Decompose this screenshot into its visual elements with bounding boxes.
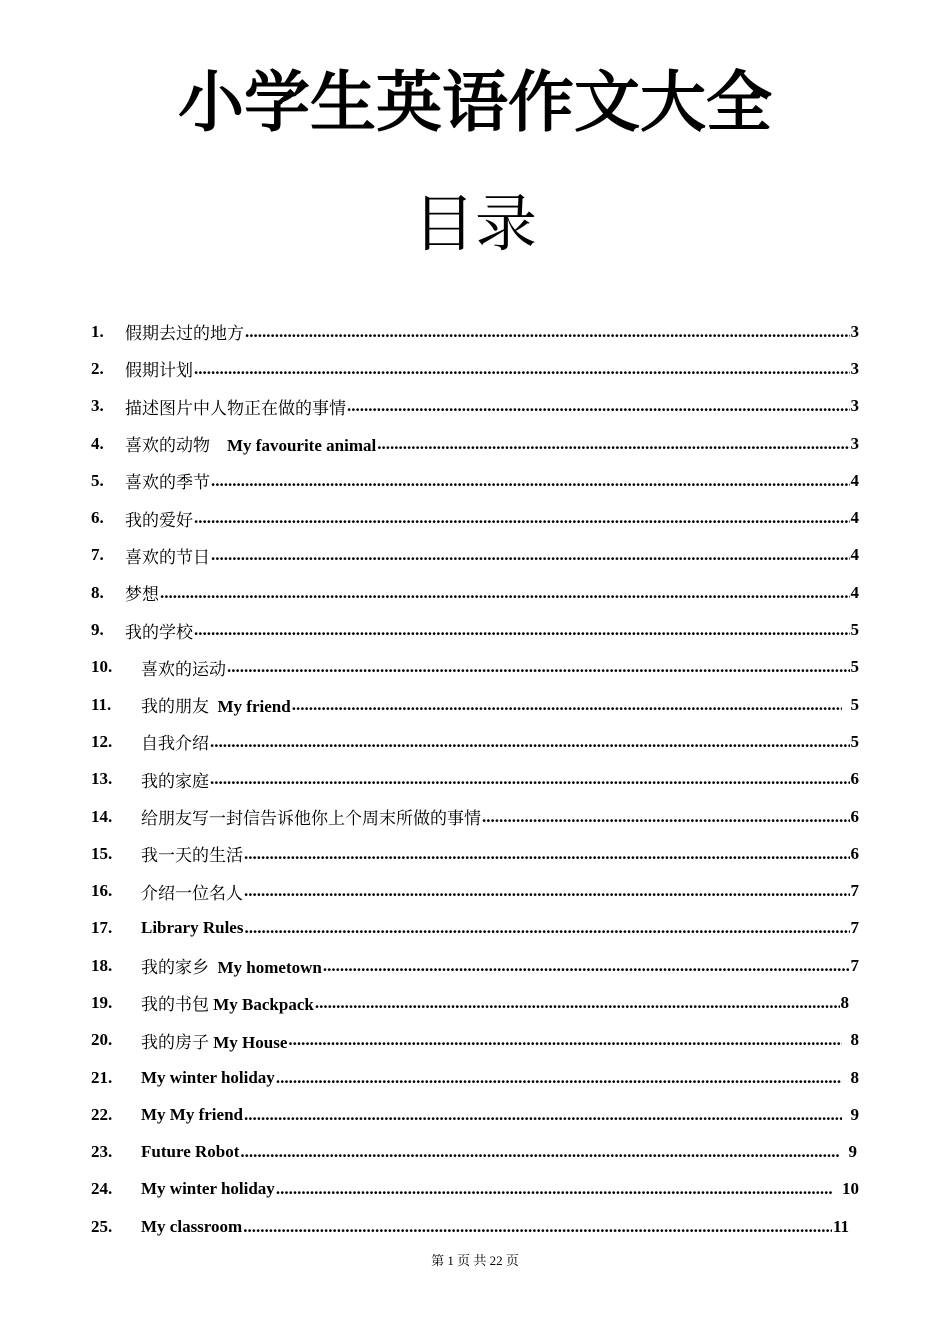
toc-entry[interactable] bbox=[91, 872, 859, 909]
toc-entry-title-zh: 我的爱好 bbox=[125, 510, 193, 530]
toc-entry[interactable] bbox=[91, 910, 859, 947]
toc-dot-leader bbox=[288, 1030, 841, 1050]
toc-entry-title bbox=[125, 431, 376, 456]
toc-dot-leader bbox=[244, 844, 850, 864]
toc-entry[interactable] bbox=[91, 686, 859, 723]
toc-entry-title-zh: 我的家乡 bbox=[141, 958, 209, 978]
toc-entry-title bbox=[141, 1028, 287, 1053]
toc-dot-leader bbox=[160, 583, 850, 603]
toc-entry-number: 14. bbox=[91, 806, 113, 826]
toc-entry-page-number: 8 bbox=[840, 992, 849, 1012]
toc-entry[interactable] bbox=[91, 537, 859, 574]
toc-entry-title-zh: 介绍一位名人 bbox=[141, 883, 243, 903]
document-title: 小学生英语作文大全 bbox=[178, 64, 772, 141]
toc-entry-page-number: 4 bbox=[850, 545, 859, 565]
toc-entry-title bbox=[141, 767, 209, 792]
toc-entry[interactable] bbox=[91, 1171, 859, 1208]
toc-entry-number: 12. bbox=[91, 731, 113, 751]
toc-entry-number: 22. bbox=[91, 1104, 113, 1124]
toc-entry-title bbox=[125, 580, 159, 605]
toc-entry-title bbox=[125, 319, 244, 344]
toc-entry[interactable] bbox=[91, 574, 859, 611]
toc-entry-number: 20. bbox=[91, 1030, 113, 1050]
toc-entry-title bbox=[141, 655, 226, 680]
toc-entry-title bbox=[141, 953, 322, 978]
toc-entry-page-number: 6 bbox=[850, 806, 859, 826]
toc-entry-page-number: 5 bbox=[850, 731, 859, 751]
toc-entry-number: 11. bbox=[91, 694, 112, 714]
toc-entry-title-zh: 给朋友写一封信告诉他你上个周末所做的事情 bbox=[141, 809, 481, 828]
toc-entry-page-number: 9 bbox=[848, 1142, 857, 1162]
toc-entry-number: 18. bbox=[91, 955, 113, 975]
toc-entry-number: 5. bbox=[91, 470, 104, 490]
toc-entry-page-number: 6 bbox=[850, 843, 859, 863]
toc-entry-title-zh: 假期去过的地方 bbox=[125, 324, 244, 344]
toc-entry-page-number: 7 bbox=[850, 881, 859, 901]
toc-entry-title bbox=[125, 356, 193, 381]
toc-entry-title bbox=[141, 1068, 275, 1088]
toc-dot-leader bbox=[292, 695, 842, 715]
toc-entry[interactable] bbox=[91, 1059, 859, 1096]
toc-entry[interactable] bbox=[91, 425, 859, 462]
toc-entry-title-zh: 我一天的生活 bbox=[141, 846, 243, 866]
toc-entry-number: 19. bbox=[91, 992, 113, 1012]
toc-entry[interactable] bbox=[91, 350, 859, 387]
toc-entry-page-number: 5 bbox=[850, 694, 859, 714]
toc-entry-title-zh: 梦想 bbox=[125, 585, 159, 605]
toc-entry-number: 15. bbox=[91, 843, 113, 863]
toc-entry-title bbox=[141, 1217, 242, 1237]
toc-entry-title-en: My Backpack bbox=[213, 995, 314, 1015]
toc-dot-leader bbox=[276, 1179, 833, 1199]
toc-entry-title-zh: 喜欢的运动 bbox=[141, 659, 226, 679]
toc-entry-title bbox=[141, 841, 243, 866]
toc-entry[interactable] bbox=[91, 947, 859, 984]
toc-dot-leader bbox=[244, 918, 849, 938]
toc-entry-page-number: 3 bbox=[850, 321, 859, 341]
toc-entry-page-number: 4 bbox=[850, 508, 859, 528]
toc-dot-leader bbox=[323, 956, 850, 976]
toc-entry-title-en: Future Robot bbox=[141, 1142, 240, 1162]
toc-entry-title-zh: 喜欢的节日 bbox=[125, 547, 210, 567]
toc-entry-page-number: 4 bbox=[850, 470, 859, 490]
toc-entry-title bbox=[141, 990, 314, 1015]
toc-entry-number: 23. bbox=[91, 1142, 113, 1162]
toc-entry-number: 17. bbox=[91, 918, 113, 938]
toc-entry-title-en: My winter holiday bbox=[141, 1067, 275, 1087]
toc-entry-number: 13. bbox=[91, 769, 113, 789]
toc-entry-number: 16. bbox=[91, 881, 113, 901]
table-of-contents bbox=[91, 313, 859, 1245]
toc-entry-title-zh: 假期计划 bbox=[125, 361, 193, 381]
toc-dot-leader bbox=[244, 881, 850, 901]
toc-entry-title-en: My House bbox=[213, 1032, 288, 1052]
toc-entry-page-number: 3 bbox=[850, 433, 859, 453]
toc-entry-number: 1. bbox=[91, 321, 104, 341]
toc-entry[interactable] bbox=[91, 611, 859, 648]
page-footer: 第 1 页 共 22 页 bbox=[431, 1253, 519, 1268]
toc-entry-title-en: My My friend bbox=[141, 1104, 243, 1124]
toc-entry-title bbox=[141, 1179, 275, 1199]
toc-entry-page-number: 11 bbox=[832, 1216, 849, 1236]
toc-entry-page-number: 8 bbox=[850, 1067, 859, 1087]
toc-entry-page-number: 3 bbox=[850, 358, 859, 378]
toc-entry-number: 24. bbox=[91, 1179, 113, 1199]
toc-entry-title bbox=[141, 804, 481, 829]
toc-entry-title-en: My friend bbox=[217, 697, 291, 717]
toc-entry-page-number: 5 bbox=[850, 620, 859, 640]
toc-entry[interactable] bbox=[91, 798, 859, 835]
toc-entry-title-zh: 我的家庭 bbox=[141, 771, 209, 791]
toc-entry[interactable] bbox=[91, 723, 859, 760]
toc-entry-number: 25. bbox=[91, 1216, 113, 1236]
toc-dot-leader bbox=[210, 769, 850, 789]
toc-entry[interactable] bbox=[91, 1208, 859, 1245]
toc-entry[interactable] bbox=[91, 1096, 859, 1133]
toc-entry-title-zh: 我的房子 bbox=[141, 1032, 209, 1052]
toc-entry-title bbox=[125, 543, 210, 568]
toc-dot-leader bbox=[210, 732, 850, 752]
toc-entry[interactable] bbox=[91, 462, 859, 499]
toc-entry-title bbox=[141, 729, 209, 754]
toc-entry-title bbox=[125, 394, 346, 419]
toc-entry-number: 10. bbox=[91, 657, 113, 677]
toc-entry[interactable] bbox=[91, 761, 859, 798]
toc-dot-leader bbox=[276, 1068, 842, 1088]
toc-entry-page-number: 5 bbox=[850, 657, 859, 677]
toc-entry-page-number: 3 bbox=[850, 396, 859, 416]
toc-entry-title-en: Library Rules bbox=[141, 918, 244, 938]
toc-entry-page-number: 7 bbox=[850, 918, 859, 938]
toc-entry[interactable] bbox=[91, 1022, 859, 1059]
toc-entry-title bbox=[141, 692, 291, 717]
toc-entry-number: 8. bbox=[91, 582, 104, 602]
toc-entry-number: 7. bbox=[91, 545, 104, 565]
toc-dot-leader bbox=[240, 1142, 839, 1162]
toc-entry-title bbox=[125, 506, 193, 531]
toc-entry-number: 4. bbox=[91, 433, 104, 453]
toc-dot-leader bbox=[211, 545, 850, 565]
toc-entry-title-en: My favourite animal bbox=[227, 436, 377, 456]
toc-entry-title-zh: 我的朋友 bbox=[141, 697, 209, 717]
toc-entry-title-zh: 描述图片中人物正在做的事情 bbox=[125, 398, 346, 418]
toc-entry-title bbox=[141, 1105, 243, 1125]
toc-entry-page-number: 6 bbox=[850, 769, 859, 789]
toc-entry-title bbox=[125, 618, 193, 643]
toc-dot-leader bbox=[194, 359, 850, 379]
toc-entry-title bbox=[141, 1142, 239, 1162]
toc-dot-leader bbox=[245, 322, 850, 342]
toc-dot-leader bbox=[482, 807, 850, 827]
toc-entry[interactable] bbox=[91, 499, 859, 536]
toc-entry-number: 21. bbox=[91, 1067, 113, 1087]
toc-entry[interactable] bbox=[91, 984, 859, 1021]
toc-entry-page-number: 10 bbox=[842, 1179, 859, 1199]
toc-entry-title-zh: 喜欢的动物 bbox=[125, 436, 210, 456]
toc-entry[interactable] bbox=[91, 1134, 859, 1171]
toc-dot-leader bbox=[315, 993, 840, 1013]
toc-entry-title bbox=[125, 468, 210, 493]
toc-entry-number: 3. bbox=[91, 396, 104, 416]
toc-entry-title-en: My hometown bbox=[217, 958, 322, 978]
toc-entry-title-zh: 喜欢的季节 bbox=[125, 473, 210, 493]
toc-entry-page-number: 7 bbox=[850, 955, 859, 975]
toc-entry-title-zh: 自我介绍 bbox=[141, 734, 209, 754]
toc-entry-title bbox=[141, 918, 243, 938]
toc-dot-leader bbox=[244, 1105, 842, 1125]
toc-entry-title-zh: 我的学校 bbox=[125, 622, 193, 642]
toc-dot-leader bbox=[194, 620, 850, 640]
toc-entry-page-number: 4 bbox=[850, 582, 859, 602]
toc-entry-number: 6. bbox=[91, 508, 104, 528]
toc-entry-title-zh: 我的书包 bbox=[141, 995, 209, 1015]
toc-dot-leader bbox=[243, 1217, 832, 1237]
toc-entry-title-en: My classroom bbox=[141, 1216, 243, 1236]
toc-entry-number: 9. bbox=[91, 620, 104, 640]
toc-entry-title-en: My winter holiday bbox=[141, 1179, 275, 1199]
toc-dot-leader bbox=[377, 434, 849, 454]
toc-entry-number: 2. bbox=[91, 358, 104, 378]
toc-entry-title bbox=[141, 879, 243, 904]
toc-entry[interactable] bbox=[91, 835, 859, 872]
toc-dot-leader bbox=[194, 508, 850, 528]
toc-dot-leader bbox=[211, 471, 850, 491]
toc-entry[interactable] bbox=[91, 649, 859, 686]
toc-entry-page-number: 9 bbox=[850, 1104, 859, 1124]
toc-dot-leader bbox=[347, 396, 850, 416]
toc-dot-leader bbox=[227, 657, 850, 677]
toc-entry[interactable] bbox=[91, 388, 859, 425]
toc-entry-page-number: 8 bbox=[850, 1030, 859, 1050]
toc-heading: 目录 bbox=[412, 187, 537, 260]
toc-entry[interactable] bbox=[91, 313, 859, 350]
